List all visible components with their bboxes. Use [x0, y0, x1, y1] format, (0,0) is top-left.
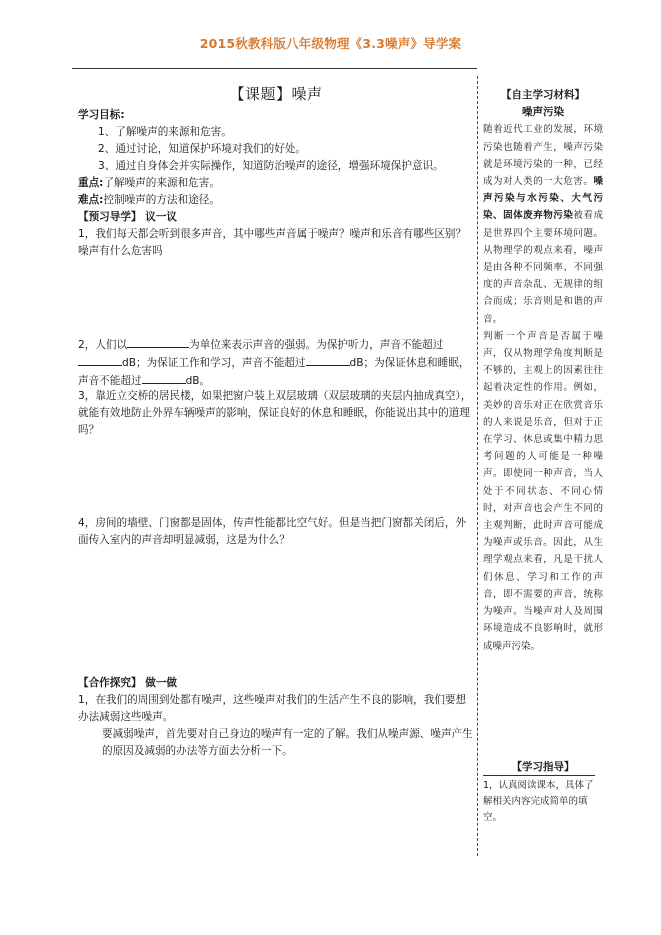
- cooperation-item-2: 要减弱噪声，首先要对自己身边的噪声有一定的了解。我们从噪声源、噪声产生的原因及减弱的办法等方面去分析一下。: [102, 728, 473, 757]
- objective-item: 1、了解噪声的来源和危害。: [98, 126, 232, 138]
- objective-item: 2、通过讨论，知道保护环境对我们的好处。: [98, 143, 307, 155]
- guide-heading: 【学习指导】: [511, 761, 575, 773]
- objectives-label: 学习目标:: [78, 109, 125, 121]
- difficulty-label: 难点:: [78, 194, 104, 206]
- main-column: [78, 86, 474, 760]
- question-1: 1，我们每天都会听到很多声音，其中哪些声音属于噪声？噪声和乐音有哪些区别？噪声有什么危害吗: [78, 228, 467, 257]
- fill-blank[interactable]: [306, 354, 350, 366]
- difficulty-text: 控制噪声的方法和途径。: [103, 194, 220, 206]
- fill-blank[interactable]: [78, 354, 122, 366]
- preview-heading: 【预习导学】 议一议: [78, 211, 178, 223]
- material-heading: 【自主学习材料】: [501, 89, 585, 101]
- question-2: 2，人们以 为单位来表示声音的强弱。为保护听力，声音不能超过dB；为保证工作和学习，声音不能超过 dB；为保证休息和睡眠，声音不能超过 dB。: [78, 336, 474, 388]
- key-label: 重点:: [78, 177, 104, 189]
- question-3: 3，靠近立交桥的居民楼，如果把窗户装上双层玻璃（双层玻璃的夹层内抽成真空），就能有效地防止外界车辆噪声的影响，保证良好的休息和睡眠，你能说出其中的道理吗？: [78, 390, 472, 436]
- sidebar-material: [483, 87, 603, 655]
- guide-text: 1，认真阅读课本，具体了解相关内容完成简单的填空。: [483, 780, 594, 823]
- material-paragraph-2: 判断一个声音是否属于噪声，仅从物理学角度判断是不够的，主观上的因素往往起着决定性的作用。例如，美妙的音乐对正在欣赏音乐的人来说是乐音，但对于正在学习、休息或集中精力思考问题的人可能是一种噪声。即使同一种声音，当人处于不同状态、不同心情时，对声音也会产生不同的主观判断，此时声音可能成为噪声或乐音。因此，从生理学观点来看，凡是干扰人们休息、学习和工作的声音，即不需要的声音，统称为噪声。当噪声对人及周围环境造成不良影响时，就形成噪声污染。: [483, 330, 603, 652]
- cooperation-item-1: 1，在我们的周围到处都有噪声，这些噪声对我们的生活产生不良的影响，我们要想办法减弱这些噪声。: [78, 694, 467, 723]
- key-point: [78, 175, 474, 192]
- guide-box: [483, 778, 599, 826]
- material-paragraph-1: 随着近代工业的发展，环境污染也随着产生，噪声污染就是环境污染的一种，已经成为对人类的一大危害。噪声污染与水污染、大气污染、固体废弃物污染被看成是世界四个主要环境问题。从物理学的观点来看，噪声是由各种不同频率、不同强度的声音杂乱、无规律的组合而成；乐音则是和谐的声音。: [483, 124, 603, 325]
- fill-blank[interactable]: [142, 372, 186, 384]
- fill-blank[interactable]: [127, 336, 189, 348]
- lesson-title: 【课题】噪声: [229, 85, 323, 103]
- header-divider: [72, 68, 477, 69]
- objective-item: 3、通过自身体会并实际操作，知道防治噪声的途径，增强环境保护意识。: [98, 160, 444, 172]
- difficulty-point: [78, 192, 474, 209]
- material-subheading: 噪声污染: [522, 106, 564, 119]
- guide-divider: [483, 775, 595, 776]
- column-divider: [477, 76, 478, 856]
- document-header: 2015秋教科版八年级物理《3.3噪声》导学案: [199, 36, 462, 51]
- question-4: 4，房间的墙壁、门窗都是固体，传声性能都比空气好。但是当把门窗都关闭后，外面传入室内的声音却明显减弱，这是为什么？: [78, 517, 467, 546]
- key-text: 了解噪声的来源和危害。: [103, 177, 220, 189]
- cooperation-heading: 【合作探究】 做一做: [78, 677, 178, 689]
